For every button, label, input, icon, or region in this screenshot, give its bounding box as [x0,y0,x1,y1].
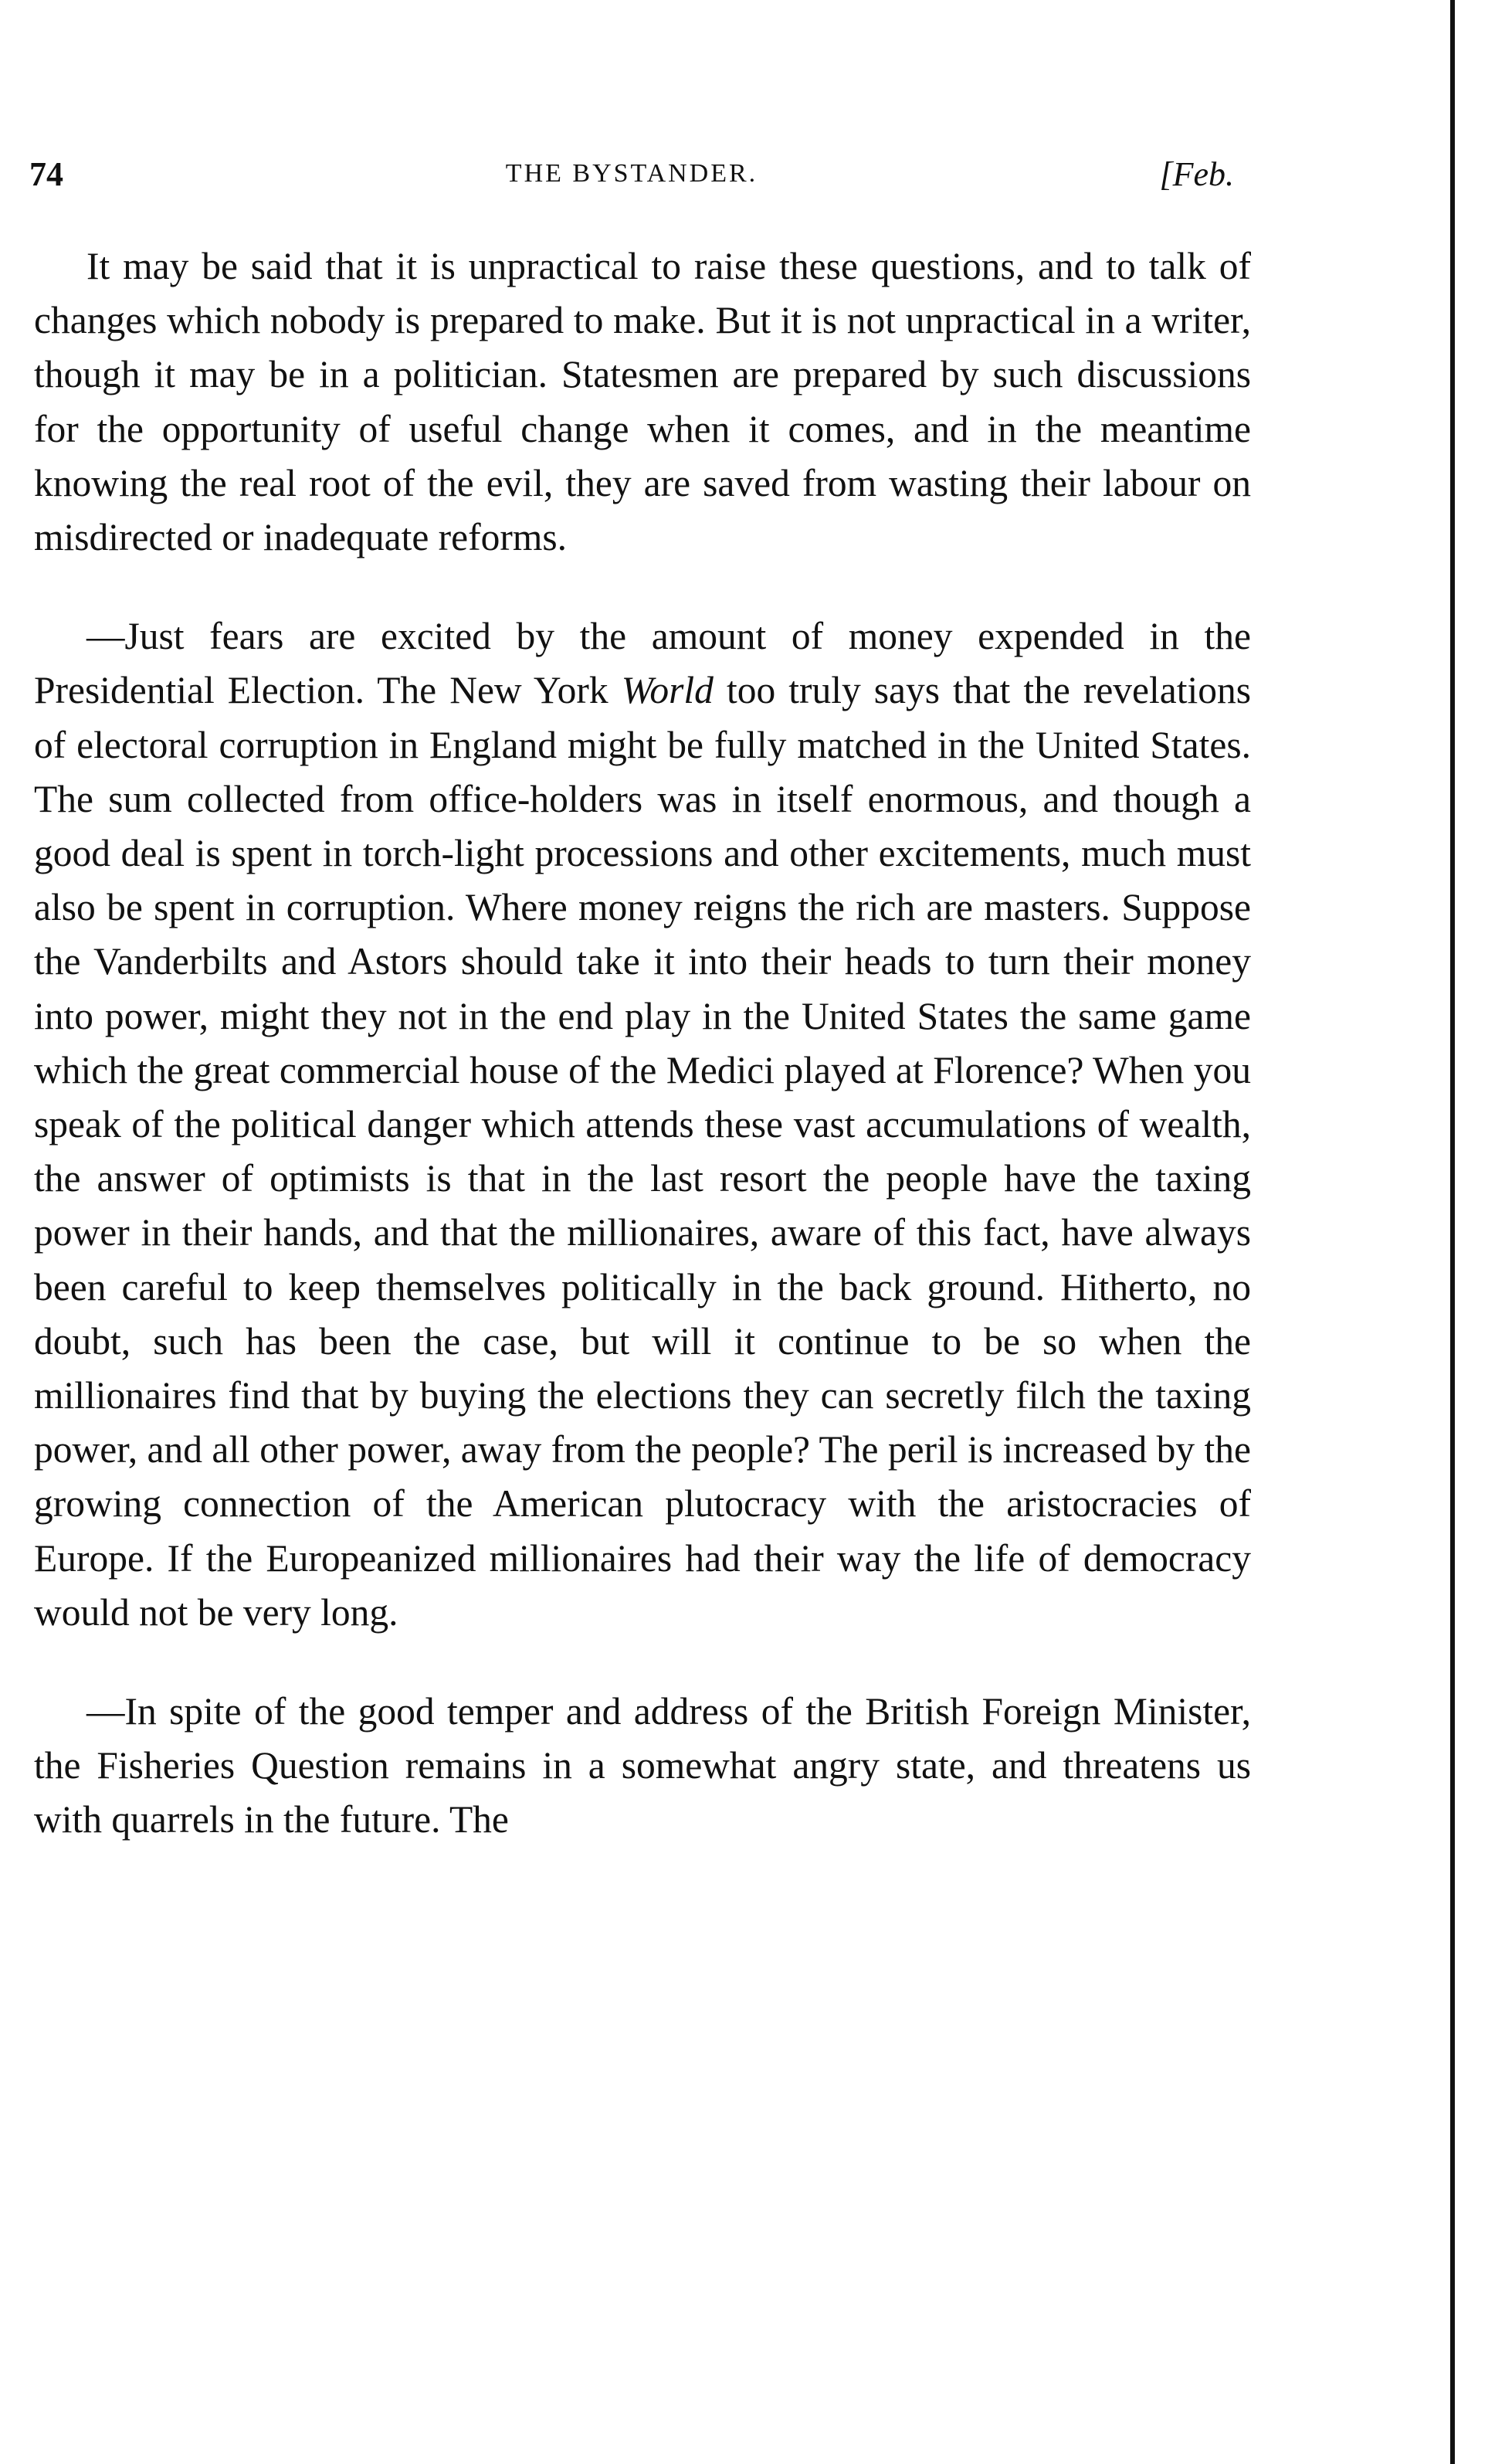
paragraph-fisheries-question: —In spite of the good temper and address of the British Foreign Minister, the Fisheries Question remains in a somewhat angry state, and threatens us with quarrels in the future. The [34,1690,1251,1841]
paragraph-text-start: —Just fears are excited by the amount of money expended in the Presidential Election. The New York [34,615,1251,712]
paragraph-presidential-election [34,609,1251,1640]
page-binding-edge [1450,0,1455,2464]
newspaper-title: World [621,669,714,712]
page-number: 74 [29,155,63,193]
body-text [34,239,1251,1848]
paragraph-unpractical-questions: It may be said that it is unpractical to raise these questions, and to talk of changes which nobody is prepared to make. But it is not unpractical in a writer, though it may be in a politician. Statesmen are prepared by such discussions for the opportunity of useful change when it comes, and in the meantime knowing the real root of the evil, they are saved from wasting their labour on misdirected or inadequate reforms. [34,245,1251,559]
running-header [29,154,1234,209]
paragraph-text-end: too truly says that the revelations of electoral corruption in England might be fully matched in the United States. The sum collected from office-holders was in itself enormous, and though a good deal is spent in torch-light processions and other excitements, much must also be spent in corruption. Where money reigns the rich are masters. Suppose the Vanderbilts and Astors should take it into their heads to turn their money into power, might they not in the end play in the United States the same game which the great commercial house of the Medici played at Florence? When you speak of the political danger which attends these vast accumulations of wealth, the answer of optimists is that in the last resort the people have the taxing power in their hands, and that the millionaires, aware of this fact, have always been careful to keep themselves politically in the back ground. Hitherto, no doubt, such has been the case, but will it continue to be so when the millionaires find that by buying the elections they can secretly filch the taxing power, and all other power, away from the people? The peril is increased by the growing connection of the American plutocracy with the aristocracies of Europe. If the Europeanized millionaires had their way the life of democracy would not be very long. [34,669,1251,1634]
running-title: THE BYSTANDER. [505,159,758,188]
running-date: [Feb. [1159,155,1234,193]
